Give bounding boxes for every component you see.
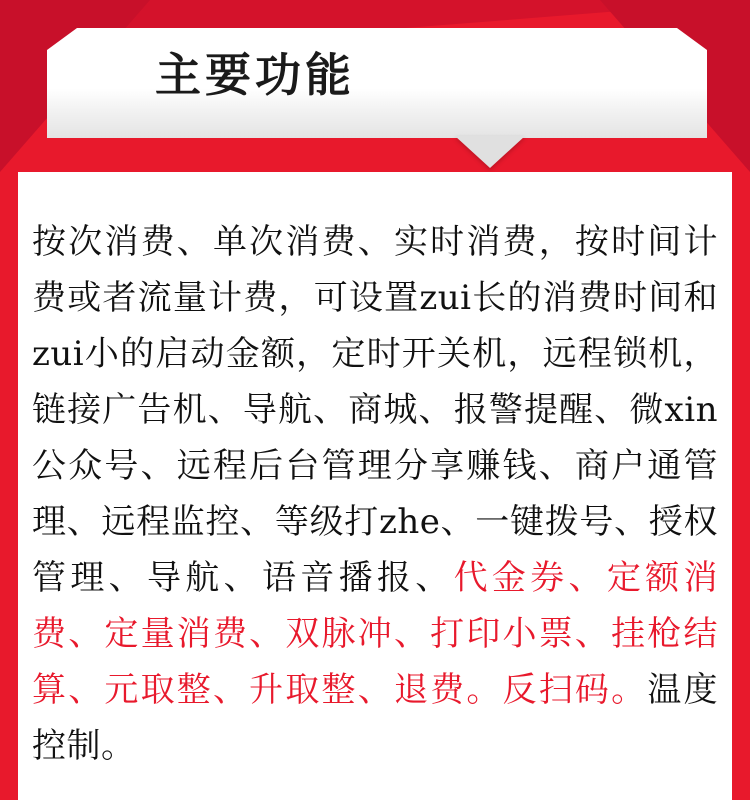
feature-text-red-1: 代金券、定额消费、定量消费、双脉冲、打印小票、挂枪结算、元取整、升取整、退费。 <box>32 558 719 710</box>
ribbon-tail <box>455 136 525 168</box>
ribbon-plate <box>47 28 707 138</box>
feature-text-black-2: 温度控制。 <box>32 670 719 766</box>
feature-paragraph <box>32 214 718 774</box>
header-banner <box>0 0 750 172</box>
feature-text-black-1: 按次消费、单次消费、实时消费，按时间计费或者流量计费，可设置zui长的消费时间和zui小的启动金额，定时开关机，远程锁机，链接广告机、导航、商城、报警提醒、微xin公众号、远程后台管理分享赚钱、商户通管理、远程监控、等级打zhe、一键拨号、授权管理、导航、语音播报、 <box>32 222 718 598</box>
content-body <box>18 172 732 800</box>
page-title: 主要功能 <box>155 48 355 102</box>
feature-text-red-2: 反扫码。 <box>502 670 648 710</box>
